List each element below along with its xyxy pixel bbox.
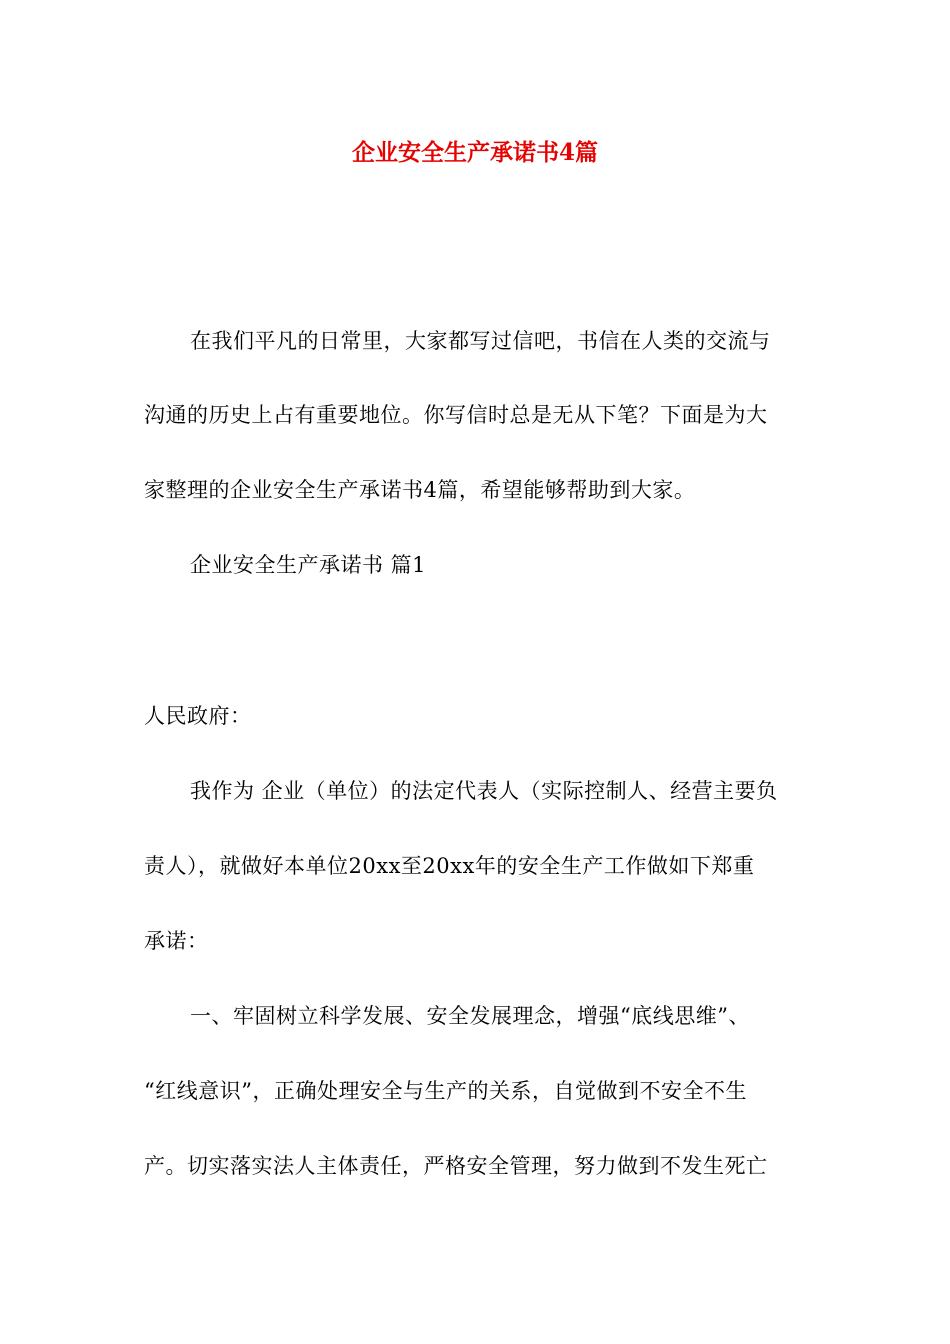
salutation: 人民政府： [144,704,252,728]
section-heading: 企业安全生产承诺书 篇1 [190,553,427,577]
intro-line-1: 在我们平凡的日常里，大家都写过信吧，书信在人类的交流与 [190,329,771,353]
intro-line-3: 家整理的企业安全生产承诺书4篇，希望能够帮助到大家。 [144,478,696,502]
paragraph2-line-1: 一、牢固树立科学发展、安全发展理念，增强“底线思维”、 [190,1004,750,1028]
paragraph2-line-3: 产。切实落实法人主体责任，严格安全管理，努力做到不发生死亡 [144,1154,768,1178]
intro-line-2: 沟通的历史上占有重要地位。你写信时总是无从下笔？下面是为大 [144,403,768,427]
paragraph1-line-1: 我作为 企业（单位）的法定代表人（实际控制人、经营主要负 [190,779,778,803]
paragraph1-line-2: 责人），就做好本单位20xx至20xx年的安全生产工作做如下郑重 [144,854,755,878]
paragraph1-line-3: 承诺： [144,929,209,953]
paragraph2-line-2: “红线意识”，正确处理安全与生产的关系，自觉做到不安全不生 [144,1079,747,1103]
document-title: 企业安全生产承诺书4篇 [351,139,598,166]
